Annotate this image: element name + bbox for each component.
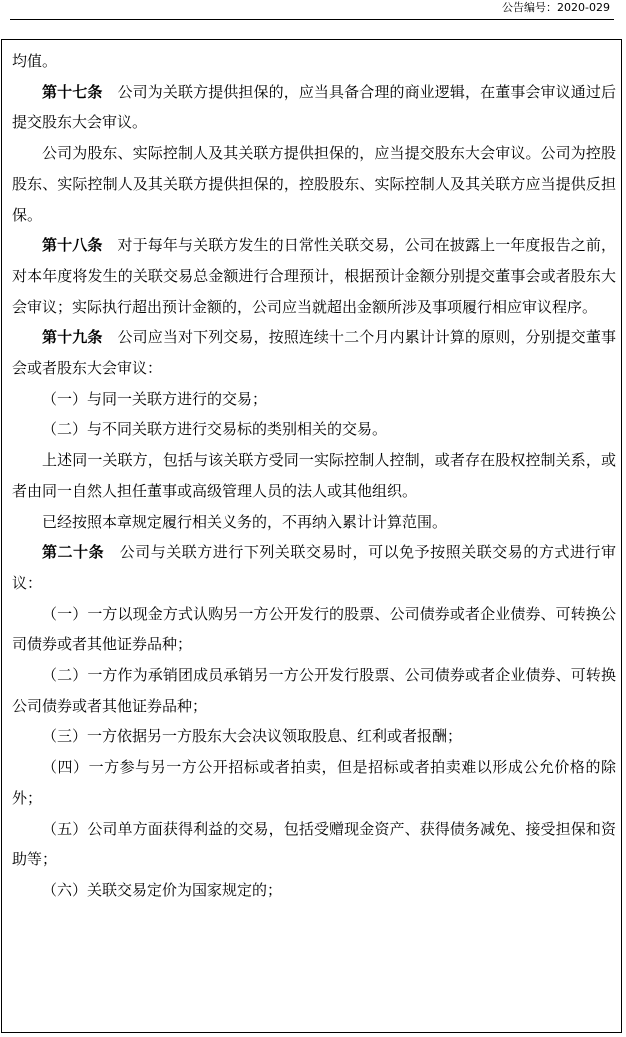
list-item	[12, 752, 616, 813]
paragraph-9	[12, 507, 616, 538]
article-19	[12, 322, 616, 383]
paragraph-text: （二）一方作为承销团成员承销另一方公开发行股票、公司债券或者企业债券、可转换公司债券或者其他证券品种；	[12, 666, 616, 715]
paragraph-text: 公司为关联方提供担保的，应当具备合理的商业逻辑，在董事会审议通过后提交股东大会审议。	[12, 82, 616, 132]
paragraph-text: （四）一方参与另一方公开招标或者拍卖，但是招标或者拍卖难以形成公允价格的除外；	[12, 758, 616, 807]
list-item	[12, 875, 616, 906]
paragraph-text: 已经按照本章规定履行相关义务的，不再纳入累计计算范围。	[42, 512, 448, 531]
page-header	[10, 0, 614, 20]
article-heading: 第十八条	[42, 236, 103, 255]
paragraph-text: （二）与不同关联方进行交易标的类别相关的交易。	[42, 420, 388, 439]
list-item	[12, 660, 616, 721]
list-item	[12, 384, 616, 415]
paragraph-text: 公司为股东、实际控制人及其关联方提供担保的，应当提交股东大会审议。公司为控股股东、实际控制人及其关联方提供担保的，控股股东、实际控制人及其关联方应当提供反担保。	[12, 144, 616, 224]
paragraph-text: 对于每年与关联方发生的日常性关联交易，公司在披露上一年度报告之前，对本年度将发生的关联交易总金额进行合理预计，根据预计金额分别提交董事会或者股东大会审议；实际执行超出预计金额的，公司应当就超出金额所涉及事项履行相应审议程序。	[12, 236, 616, 316]
paragraph-8	[12, 445, 616, 506]
paragraph-text: （五）公司单方面获得利益的交易，包括受赠现金资产、获得债务减免、接受担保和资助等；	[12, 819, 616, 869]
announcement-number: 公告编号：2020-029	[502, 1, 610, 14]
paragraph-text: 上述同一关联方，包括与该关联方受同一实际控制人控制，或者存在股权控制关系，或者由同一自然人担任董事或高级管理人员的法人或其他组织。	[12, 451, 616, 500]
list-item	[12, 414, 616, 445]
paragraph-text: （一）与同一关联方进行的交易；	[42, 389, 268, 408]
article-separator	[102, 236, 117, 254]
document-body	[12, 46, 616, 906]
paragraph-text: 公司应当对下列交易，按照连续十二个月内累计计算的原则，分别提交董事会或者股东大会审议：	[12, 328, 616, 378]
article-separator	[104, 543, 120, 561]
article-heading: 第十九条	[42, 328, 103, 347]
paragraph-text: 均值。	[12, 52, 58, 70]
article-separator	[102, 328, 117, 346]
article-separator	[102, 83, 117, 101]
list-item	[12, 599, 616, 660]
article-heading: 第二十条	[42, 543, 105, 562]
article-20	[12, 537, 616, 598]
paragraph-text: （一）一方以现金方式认购另一方公开发行的股票、公司债券或者企业债券、可转换公司债券或者其他证券品种；	[12, 604, 616, 654]
list-item	[12, 721, 616, 752]
article-18	[12, 230, 616, 322]
paragraph-text: （三）一方依据另一方股东大会决议领取股息、红利或者报酬；	[42, 727, 463, 746]
document-frame	[1, 39, 622, 1033]
paragraph-text: 公司与关联方进行下列关联交易时，可以免予按照关联交易的方式进行审议：	[12, 543, 616, 592]
article-17	[12, 77, 616, 138]
article-heading: 第十七条	[42, 82, 103, 101]
paragraph-text: （六）关联交易定价为国家规定的；	[42, 880, 283, 899]
paragraph-1	[12, 46, 616, 77]
paragraph-3	[12, 138, 616, 230]
list-item	[12, 814, 616, 875]
